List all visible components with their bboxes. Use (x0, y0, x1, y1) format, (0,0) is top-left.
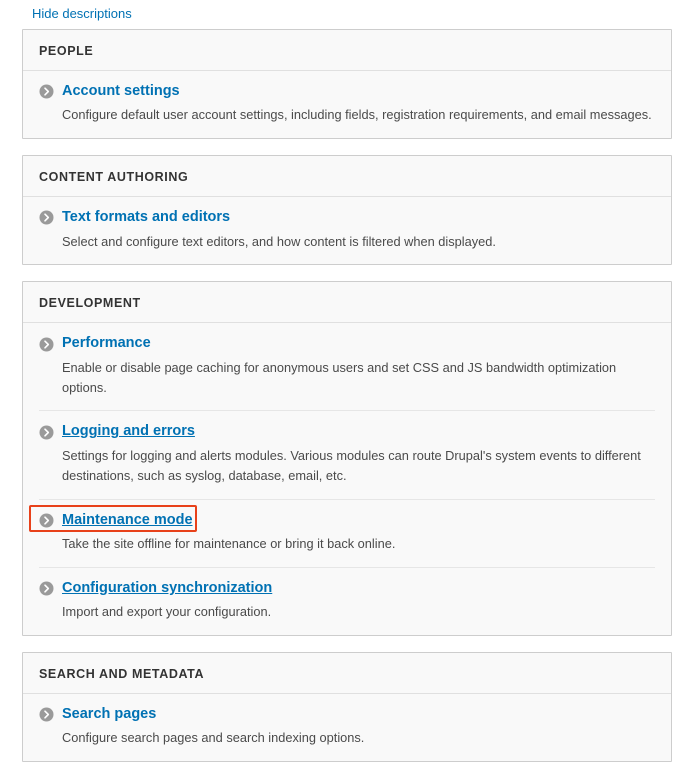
link-logging-and-errors[interactable]: Logging and errors (62, 423, 195, 440)
list-item-description: Enable or disable page caching for anonymous users and set CSS and JS bandwidth optimization options. (62, 359, 617, 395)
list-item (39, 500, 655, 568)
list-item-head (39, 209, 655, 226)
list-item (39, 197, 655, 264)
section-body (23, 197, 671, 264)
link-maintenance-mode[interactable]: Maintenance mode (62, 511, 193, 528)
link-configuration-synchronization[interactable]: Configuration synchronization (62, 579, 273, 596)
list-item-description: Select and configure text editors, and how content is filtered when displayed. (62, 233, 496, 249)
chevron-right-circle-icon (39, 425, 54, 440)
section-search-and-metadata (22, 652, 672, 762)
section-body (23, 323, 671, 635)
section-body (23, 694, 671, 761)
list-item-head (39, 335, 655, 352)
section-title: PEOPLE (23, 30, 671, 71)
chevron-right-circle-icon (39, 513, 54, 528)
section-people (22, 29, 672, 139)
section-title: SEARCH AND METADATA (23, 653, 671, 694)
list-item-head (39, 512, 655, 529)
chevron-right-circle-icon (39, 210, 54, 225)
chevron-right-circle-icon (39, 337, 54, 352)
list-item-description: Take the site offline for maintenance or bring it back online. (62, 535, 396, 551)
list-item-description: Configure default user account settings, including fields, registration requirements, and email messages. (62, 107, 652, 123)
section-title: CONTENT AUTHORING (23, 156, 671, 197)
list-item-description: Import and export your configuration. (62, 604, 272, 620)
list-item-head (39, 706, 655, 723)
list-item (39, 71, 655, 138)
link-account-settings[interactable]: Account settings (62, 83, 180, 99)
list-item (39, 411, 655, 499)
section-development (22, 281, 672, 636)
list-item (39, 694, 655, 761)
descriptions-toggle-row (22, 0, 672, 29)
link-text-formats-and-editors[interactable]: Text formats and editors (62, 209, 231, 226)
list-item-head (39, 580, 655, 597)
section-body (23, 71, 671, 138)
hide-descriptions-link[interactable]: Hide descriptions (32, 6, 132, 21)
link-search-pages[interactable]: Search pages (62, 705, 157, 722)
list-item-description: Configure search pages and search indexing options. (62, 730, 365, 746)
chevron-right-circle-icon (39, 84, 54, 99)
link-performance[interactable]: Performance (62, 335, 151, 352)
list-item (39, 323, 655, 411)
section-title: DEVELOPMENT (23, 282, 671, 323)
chevron-right-circle-icon (39, 581, 54, 596)
list-item-head (39, 83, 655, 100)
section-content-authoring (22, 155, 672, 265)
list-item-head (39, 423, 655, 440)
list-item (39, 568, 655, 635)
chevron-right-circle-icon (39, 707, 54, 722)
list-item-description: Settings for logging and alerts modules. Various modules can route Drupal's system events to different destinations, such as syslog, database, email, etc. (62, 447, 641, 483)
